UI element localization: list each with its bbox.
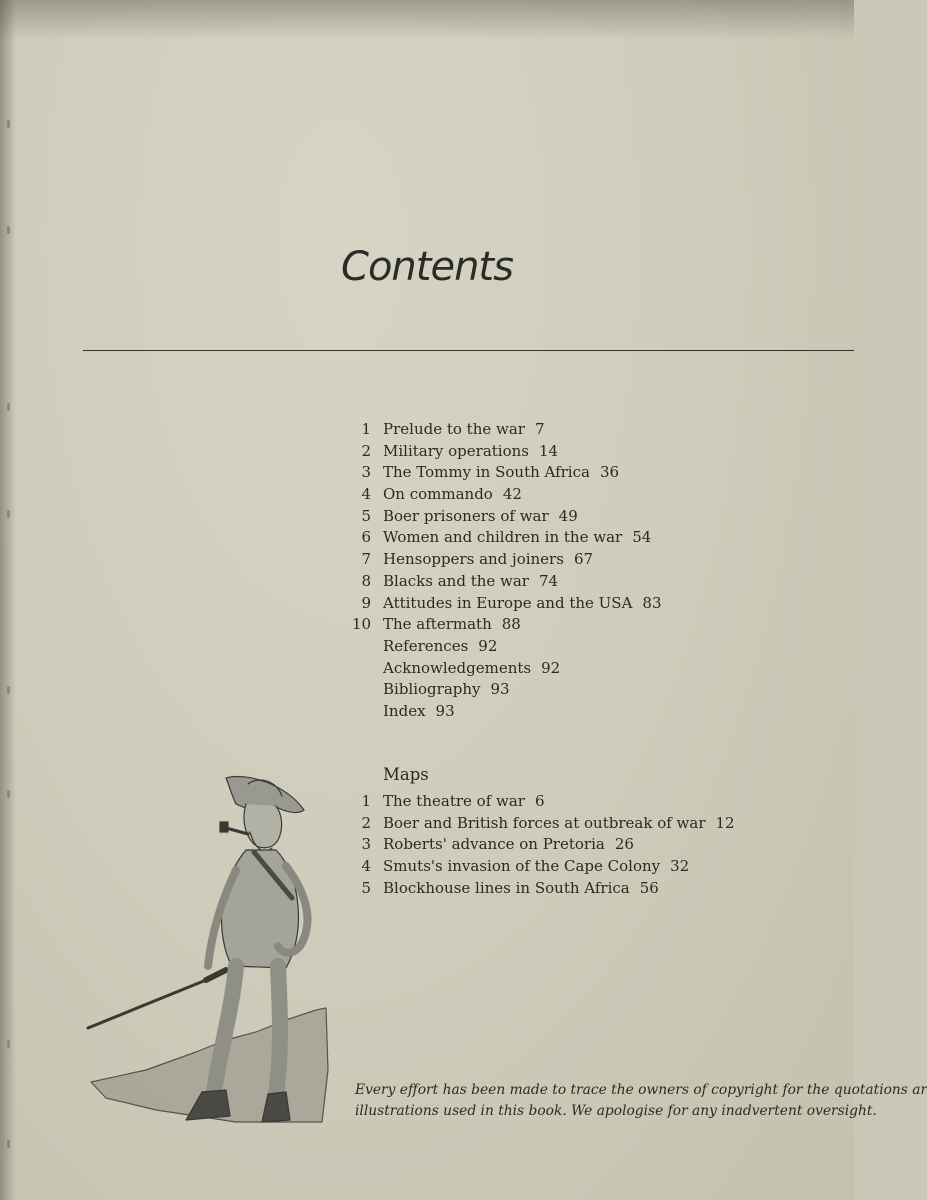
entry-page-number: 56 [639,878,659,897]
entry-page-number: 12 [715,813,735,832]
entry-title: Smuts's invasion of the Cape Colony [383,857,661,876]
entry-page-number: 54 [632,528,652,547]
entry-number: 10 [352,615,372,634]
entry-number: 4 [361,485,371,504]
entry-title: Acknowledgements [383,658,532,677]
entry-page-number: 67 [573,550,594,569]
entry-page-number: 93 [490,680,510,699]
entry-number: 1 [361,420,371,438]
maps-heading: Maps [383,765,429,784]
entry-title: Blacks and the war [383,571,529,590]
entry-text [383,878,659,900]
entry-number: 3 [361,835,371,854]
entry-title: Boer prisoners of war [383,506,549,525]
entry-number: 5 [361,506,371,525]
entry-text [383,419,545,441]
entry-text [383,701,455,723]
entry-title: Index [383,701,426,720]
entry-title: The aftermath [383,615,492,634]
entry-page-number: 74 [538,571,559,590]
entry-number: 8 [361,571,371,590]
entry-text [383,593,662,615]
entry-page-number: 92 [478,636,498,655]
entry-title: Prelude to the war [383,420,525,438]
copyright-note [355,1080,927,1122]
entry-text [383,614,521,636]
entry-page-number: 49 [558,506,578,525]
entry-title: Attitudes in Europe and the USA [383,593,633,612]
entry-number: 7 [361,550,371,569]
entry-text [383,679,510,701]
entry-text [383,834,634,856]
copyright-note-line2: illustrations used in this book. We apologise for any inadvertent oversight. [355,1103,877,1119]
entry-text [383,636,497,658]
entry-number: 5 [361,878,371,897]
entry-page-number: 36 [599,463,620,482]
entry-page-number: 7 [534,420,545,438]
entry-title: Military operations [383,441,529,460]
entry-number: 2 [361,813,371,832]
entry-text [383,791,545,813]
entry-page-number: 88 [501,615,521,634]
entry-page-number: 6 [534,792,545,810]
entry-title: Boer and British forces at outbreak of war [383,813,706,832]
entry-number: 4 [361,857,371,876]
entry-page-number: 32 [670,857,690,876]
entry-text [383,484,522,506]
entry-text [383,462,619,484]
entry-title: Blockhouse lines in South Africa [383,878,630,897]
entry-page-number: 93 [435,701,455,720]
entry-text [383,571,558,593]
entry-title: Hensoppers and joiners [383,550,564,569]
entry-title: On commando [383,485,493,504]
entry-title: Women and children in the war [383,528,623,547]
entry-text [383,506,578,528]
entry-page-number: 83 [642,593,662,612]
entry-title: Bibliography [383,680,481,699]
entry-number: 1 [361,792,371,810]
entry-title: Roberts' advance on Pretoria [383,835,605,854]
copyright-note-line1: Every effort has been made to trace the owners of copyright for the quotations ar [355,1082,927,1098]
entry-title: The theatre of war [383,792,525,810]
entry-number: 3 [361,463,371,482]
entry-title: References [383,636,469,655]
entry-text [383,813,735,835]
entry-text [383,527,651,549]
entry-page-number: 92 [541,658,561,677]
entry-title: The Tommy in South Africa [383,463,590,482]
entry-text [383,658,560,680]
page-title: Contents [341,244,513,290]
entry-number: 9 [361,593,371,612]
entry-number: 6 [361,528,371,547]
entry-number: 2 [361,441,371,460]
entry-page-number: 26 [614,835,634,854]
entry-text [383,549,593,571]
entry-page-number: 14 [538,441,559,460]
entry-text [383,856,689,878]
entry-text [383,441,558,463]
entry-page-number: 42 [502,485,522,504]
title-divider [83,350,854,351]
boer-commando-sketch-icon [86,770,336,1130]
